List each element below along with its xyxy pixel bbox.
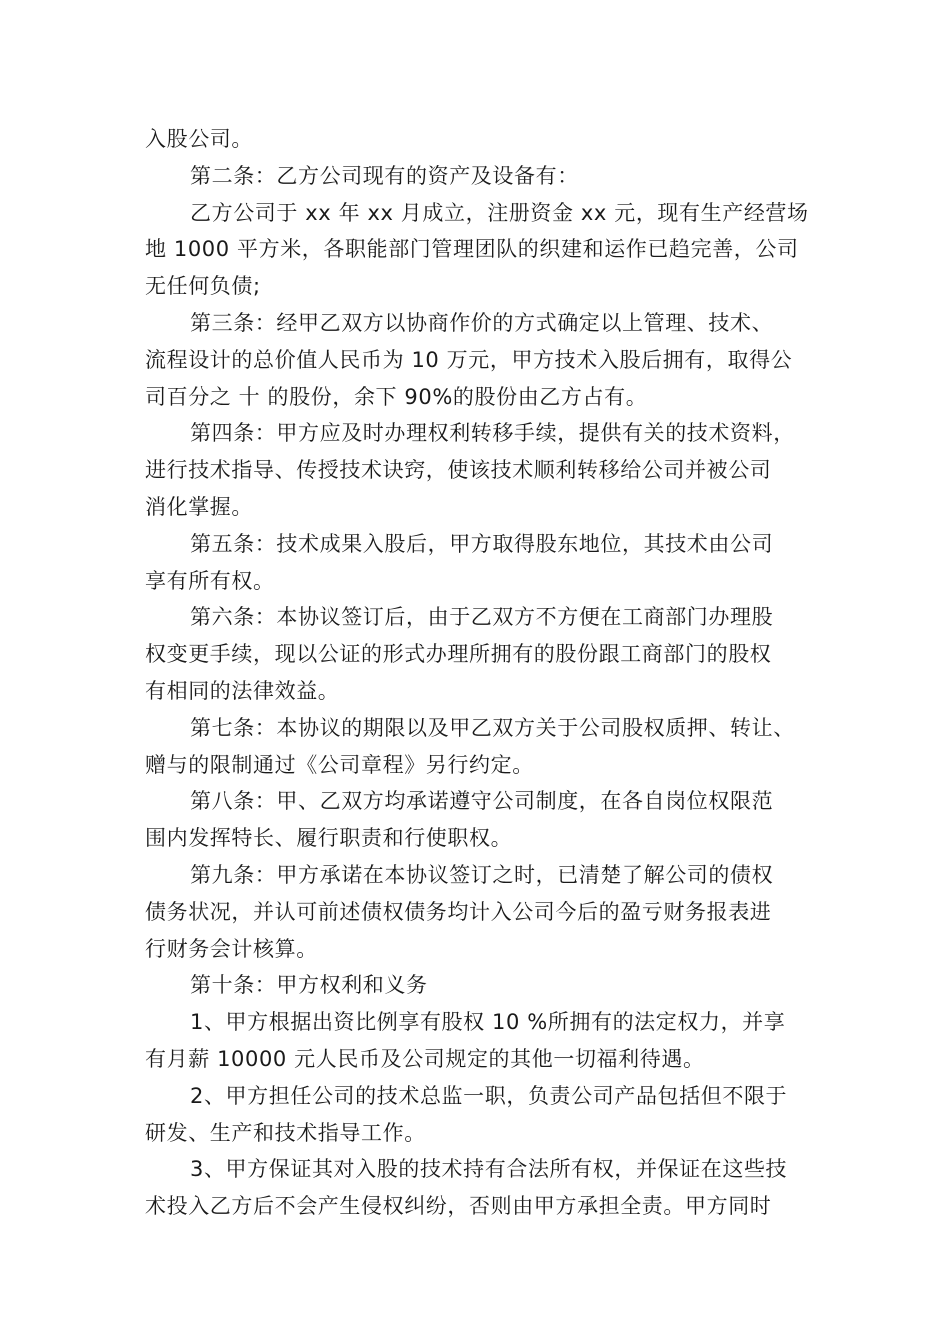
document-line: 债务状况，并认可前述债权债务均计入公司今后的盈亏财务报表进 — [145, 899, 772, 924]
document-line: 围内发挥特长、履行职责和行使职权。 — [145, 826, 513, 851]
document-line: 1、甲方根据出资比例享有股权 10 %所拥有的法定权力，并享 — [190, 1010, 786, 1035]
document-line: 3、甲方保证其对入股的技术持有合法所有权，并保证在这些技 — [190, 1157, 788, 1182]
document-line: 有相同的法律效益。 — [145, 679, 340, 703]
document-line: 第三条：经甲乙双方以协商作价的方式确定以上管理、技术、 — [190, 311, 774, 335]
document-line: 司百分之 十 的股份，余下 90%的股份由乙方占有。 — [145, 384, 648, 409]
document-line: 第十条：甲方权利和义务 — [190, 973, 428, 998]
document-line: 消化掌握。 — [145, 495, 253, 519]
document-line: 赠与的限制通过《公司章程》另行约定。 — [145, 752, 534, 777]
document-line: 乙方公司于 xx 年 xx 月成立，注册资金 xx 元，现有生产经营场 — [190, 200, 809, 225]
document-line: 地 1000 平方米，各职能部门管理团队的织建和运作已趋完善，公司 — [145, 237, 799, 262]
document-line: 第六条：本协议签订后，由于乙双方不方便在工商部门办理股 — [190, 605, 774, 630]
document-line: 第四条：甲方应及时办理权利转移手续，提供有关的技术资料， — [190, 421, 795, 446]
document-line: 流程设计的总价值人民币为 10 万元，甲方技术入股后拥有，取得公 — [145, 347, 793, 372]
document-line: 第七条：本协议的期限以及甲乙双方关于公司股权质押、转让、 — [190, 715, 795, 740]
document-line: 第二条：乙方公司现有的资产及设备有： — [190, 163, 579, 188]
document-line: 享有所有权。 — [145, 568, 275, 593]
document-line: 权变更手续，现以公证的形式办理所拥有的股份跟工商部门的股权 — [145, 642, 772, 667]
document-line: 第八条：甲、乙双方均承诺遵守公司制度，在各自岗位权限范 — [190, 789, 774, 814]
document-line: 术投入乙方后不会产生侵权纠纷，否则由甲方承担全责。甲方同时 — [145, 1194, 772, 1219]
document-line: 有月薪 10000 元人民币及公司规定的其他一切福利待遇。 — [145, 1047, 705, 1071]
document-line: 行财务会计核算。 — [145, 936, 318, 961]
document-line: 第九条：甲方承诺在本协议签订之时，已清楚了解公司的债权 — [190, 863, 774, 887]
document-line: 第五条：技术成果入股后，甲方取得股东地位，其技术由公司 — [190, 531, 774, 556]
document-line: 无任何负债; — [145, 274, 261, 299]
document-line: 研发、生产和技术指导工作。 — [145, 1120, 426, 1145]
document-line: 2、甲方担任公司的技术总监一职，负责公司产品包括但不限于 — [190, 1083, 788, 1108]
document-line: 进行技术指导、传授技术诀窍，使该技术顺利转移给公司并被公司 — [145, 458, 772, 483]
document-line: 入股公司。 — [145, 127, 253, 151]
